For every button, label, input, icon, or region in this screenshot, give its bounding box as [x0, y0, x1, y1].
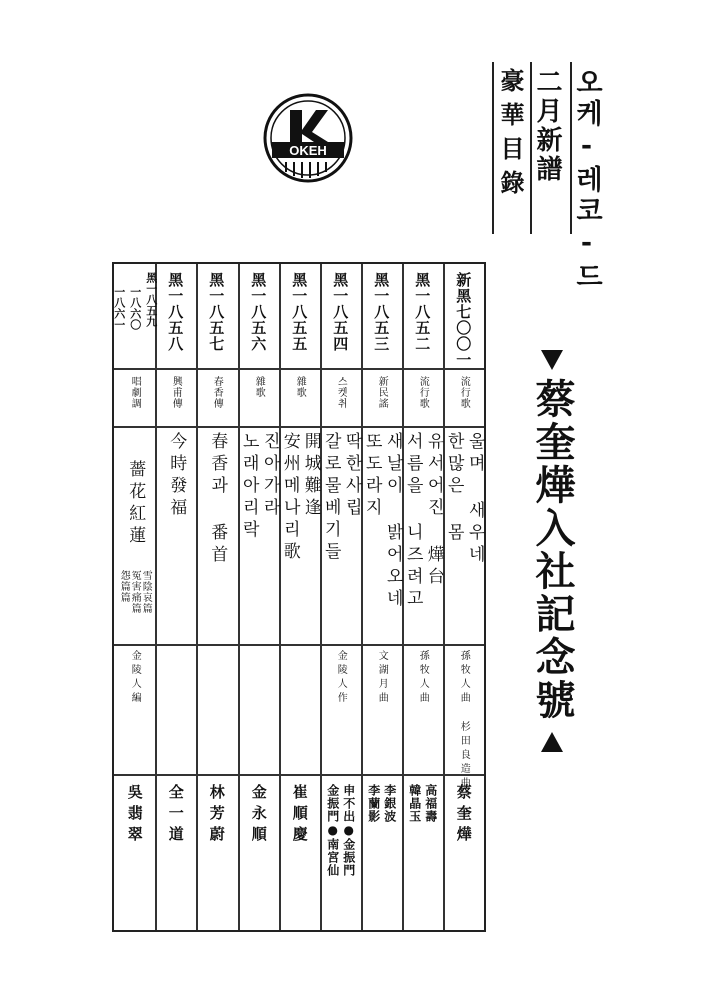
record-genre: 春香傳 [211, 376, 223, 409]
record-number: 黑一八五三 [372, 272, 391, 352]
triangle-down-icon [541, 350, 563, 370]
record-title: 노래아리락 [238, 432, 259, 542]
record-catalog-table [112, 262, 486, 932]
record-title: 새날이 밝어오네 [382, 432, 403, 611]
record-column [320, 264, 362, 930]
record-genre: 興甫傳 [170, 376, 182, 409]
record-title: 딱한사립 [341, 432, 362, 520]
record-genre: 雜歌 [253, 376, 265, 398]
record-artist: 李蘭影 [366, 784, 381, 823]
record-artist: 李銀波 [382, 784, 397, 823]
record-artist: 吳翡翠 [125, 784, 144, 847]
record-artist: 林芳蔚 [207, 784, 226, 847]
record-number: 黑一八五五 [290, 272, 309, 352]
record-column [114, 264, 156, 930]
record-number: 黑一八五二 [413, 272, 432, 352]
record-genre: 流行歌 [417, 376, 429, 409]
new-release-subtitle: 二月新譜 [532, 68, 562, 184]
record-title: 開城難逢 [300, 432, 321, 520]
record-title: 갈로물베기들 [320, 432, 341, 564]
logo-text: OKEH [289, 143, 327, 158]
record-title: 安州메나리歌 [279, 432, 300, 564]
catalog-heading: 豪華目錄 [496, 68, 525, 204]
record-number: 黑一八五六 [249, 272, 268, 352]
record-artist: 蔡奎燁 [454, 784, 473, 847]
record-artist: 高福壽 [423, 784, 438, 823]
record-artist: 金振門●南宮仙 [325, 784, 340, 877]
record-number: 一八六一 [112, 286, 126, 330]
record-credit: 孫牧人曲 杉田良造曲 [458, 650, 470, 791]
record-column [155, 264, 197, 930]
record-number: 黑一八五九 [144, 272, 158, 327]
record-title: 한많은 몸 [443, 432, 464, 545]
record-number: 新黑七〇〇一 [454, 272, 473, 368]
record-number: 黑一八五八 [166, 272, 185, 352]
feature-title: 蔡奎燁入社記念號 [529, 378, 576, 722]
record-artist: 全一道 [166, 784, 185, 847]
record-title: 春香과 番首 [207, 432, 228, 567]
record-credit: 孫牧人曲 [417, 650, 429, 706]
record-number: 一八六〇 [128, 286, 142, 330]
record-title: 薔花紅蓮 [125, 460, 146, 548]
triangle-up-icon [541, 732, 563, 752]
record-column [196, 264, 238, 930]
record-title: 또도라지 [361, 432, 382, 520]
record-column [443, 264, 485, 930]
record-credit: 文湖月曲 [376, 650, 388, 706]
record-genre: 新民謠 [376, 376, 388, 409]
record-title: 울며 새우네 [464, 432, 485, 567]
record-genre: 唱劇調 [129, 376, 141, 409]
record-number: 黑一八五四 [331, 272, 350, 352]
record-genre: 스켓취 [335, 376, 347, 409]
record-genre: 流行歌 [458, 376, 470, 409]
record-credit: 金陵人編 [129, 650, 141, 706]
record-column [238, 264, 280, 930]
record-artist: 韓晶玉 [407, 784, 422, 823]
label-title: 오케-레코-드 [571, 68, 602, 293]
record-title-part: 怨篇篇 [118, 570, 130, 603]
feature-title-block [524, 350, 580, 800]
record-title-part: 雪陰哀篇 [140, 570, 152, 614]
record-credit: 金陵人作 [335, 650, 347, 706]
record-genre: 雜歌 [294, 376, 306, 398]
header-box [492, 62, 610, 293]
record-number: 黑一八五七 [207, 272, 226, 352]
record-title: 유서어진 燁台 [423, 432, 444, 589]
record-title: 今時發福 [166, 432, 187, 520]
record-artist: 金永順 [249, 784, 268, 847]
okeh-logo-icon [262, 92, 354, 184]
record-column [402, 264, 444, 930]
record-title: 진아가라 [259, 432, 280, 520]
record-title-part: 冤害痛篇 [129, 570, 141, 614]
record-column [361, 264, 403, 930]
record-column [279, 264, 321, 930]
record-artist: 崔順慶 [290, 784, 309, 847]
record-title: 서름을 니즈려고 [402, 432, 423, 611]
record-artist: 申不出●金振門 [341, 784, 356, 877]
